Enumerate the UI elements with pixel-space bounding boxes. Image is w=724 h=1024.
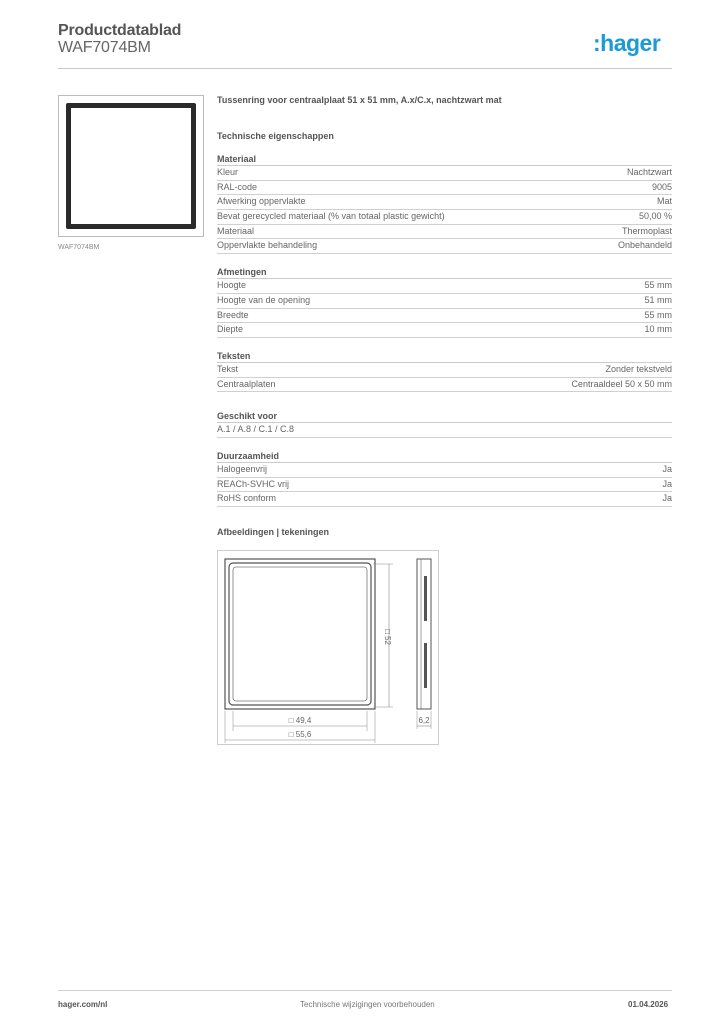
article-number: WAF7074BM (58, 39, 151, 56)
table-row: Oppervlakte behandeling Onbehandeld (217, 239, 672, 254)
svg-text:□ 55,6: □ 55,6 (288, 730, 312, 739)
header-divider (58, 68, 672, 69)
dimension-drawing-icon (218, 551, 440, 746)
table-row: A.1 / A.8 / C.1 / C.8 (217, 423, 672, 438)
table-row: Tekst Zonder tekstveld (217, 363, 672, 378)
table-row: Hoogte 55 mm (217, 279, 672, 294)
footer-website-link[interactable]: hager.com/nl (58, 1000, 108, 1009)
group-heading: Afmetingen (217, 266, 672, 279)
svg-text:6,2: 6,2 (418, 716, 430, 725)
table-row: Bevat gerecycled materiaal (% van totaal plastic gewicht) 50,00 % (217, 210, 672, 225)
group-afmetingen (217, 266, 672, 338)
technical-properties-heading: Technische eigenschappen (217, 131, 334, 141)
technical-drawing (217, 550, 439, 745)
table-row: RoHS conform Ja (217, 492, 672, 507)
product-details (217, 95, 672, 537)
group-materiaal (217, 153, 672, 254)
table-row: Kleur Nachtzwart (217, 166, 672, 181)
group-geschikt-voor (217, 410, 672, 438)
table-row: Breedte 55 mm (217, 309, 672, 324)
table-row: Centraalplaten Centraaldeel 50 x 50 mm (217, 378, 672, 393)
footer-date: 01.04.2026 (628, 1000, 669, 1009)
group-heading: Materiaal (217, 153, 672, 166)
group-duurzaamheid (217, 450, 672, 507)
product-title: Tussenring voor centraalplaat 51 x 51 mm, A.x/C.x, nachtzwart mat (217, 95, 502, 105)
group-heading: Duurzaamheid (217, 450, 672, 463)
frame-ring-icon (66, 103, 196, 229)
table-row: Hoogte van de opening 51 mm (217, 294, 672, 309)
product-image (58, 95, 204, 237)
table-row: REACh-SVHC vrij Ja (217, 478, 672, 493)
table-row: RAL-code 9005 (217, 181, 672, 196)
product-image-caption: WAF7074BM (58, 244, 100, 251)
footer-divider (58, 990, 672, 991)
group-teksten (217, 350, 672, 392)
table-row: Diepte 10 mm (217, 323, 672, 338)
table-row: Halogeenvrij Ja (217, 463, 672, 478)
group-heading: Teksten (217, 350, 672, 363)
footer-disclaimer: Technische wijzigingen voorbehouden (300, 1000, 435, 1009)
svg-text:□ 49,4: □ 49,4 (288, 716, 312, 725)
hager-logo: :hager (593, 30, 661, 56)
table-row: Afwerking oppervlakte Mat (217, 195, 672, 210)
svg-text:□ 52: □ 52 (383, 629, 392, 645)
table-row: Materiaal Thermoplast (217, 225, 672, 240)
document-title: Productdatablad (58, 22, 182, 39)
drawings-heading: Afbeeldingen | tekeningen (217, 527, 330, 537)
group-heading: Geschikt voor (217, 410, 672, 423)
